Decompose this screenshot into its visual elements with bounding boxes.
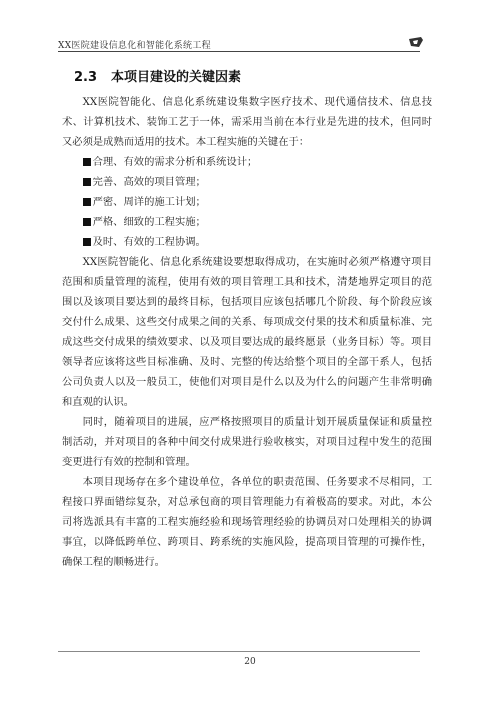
- bullet-item: 及时、有效的工程协调。: [62, 232, 432, 252]
- square-bullet-icon: [83, 178, 91, 186]
- paragraph-intro: XX医院智能化、信息化系统建设集数字医疗技术、现代通信技术、信息技术、计算机技术、装饰工艺于一体，需采用当前在本行业是先进的技术，但同时又必须是成熟而适用的技术。本工程实施的关键在于：: [62, 96, 432, 148]
- running-header: XX医院建设信息化和智能化系统工程: [58, 41, 211, 51]
- bullet-item: 合理、有效的需求分析和系统设计；: [62, 152, 432, 172]
- section-number: 2.3: [74, 70, 98, 85]
- paragraph-scope: XX医院智能化、信息化系统建设要想取得成功，在实施时必须严格遵守项目范围和质量管理的流程，使用有效的项目管理工具和技术，清楚地界定项目的范围以及该项目要达到的最终目标，包括项目应该包括哪几个阶段、每个阶段应该交付什么成果、这些交付成果之间的关系、每项成交付果的技术和质量标准、完成这些交付成果的绩效要求、以及项目要达成的最终愿景（业务目标）等。项目领导者应该将这些目标准确、及时、完整的传达给整个项目的全部干系人，包括公司负责人以及一般员工，使他们对项目是什么以及为什么的问题产生非常明确和直观的认识。: [62, 256, 432, 408]
- body-text: [62, 92, 432, 572]
- bullet-item: 严格、细致的工程实施；: [62, 212, 432, 232]
- logo-icon: [408, 36, 424, 48]
- footer-divider: [58, 651, 420, 652]
- paragraph-quality: 同时，随着项目的进展，应严格按照项目的质量计划开展质量保证和质量控制活动，并对项目的各种中间交付成果进行验收核实，对项目过程中发生的范围变更进行有效的控制和管理。: [62, 416, 432, 468]
- header-divider: [58, 51, 420, 52]
- page-number: 20: [244, 657, 256, 667]
- square-bullet-icon: [83, 198, 91, 206]
- bullet-item: 完善、高效的项目管理；: [62, 172, 432, 192]
- bullet-item: 严密、周详的施工计划；: [62, 192, 432, 212]
- square-bullet-icon: [83, 218, 91, 226]
- square-bullet-icon: [83, 158, 91, 166]
- section-heading: [74, 66, 241, 85]
- paragraph-coordination: 本项目现场存在多个建设单位，各单位的职责范围、任务要求不尽相同，工程接口界面错综复杂，对总承包商的项目管理能力有着极高的要求。对此，本公司将选派具有丰富的工程实施经验和现场管理经验的协调员对口处理相关的协调事宜，以降低跨单位、跨项目、跨系统的实施风险，提高项目管理的可操作性，确保工程的顺畅进行。: [62, 476, 432, 568]
- square-bullet-icon: [83, 238, 91, 246]
- section-title-text: 本项目建设的关键因素: [111, 70, 242, 85]
